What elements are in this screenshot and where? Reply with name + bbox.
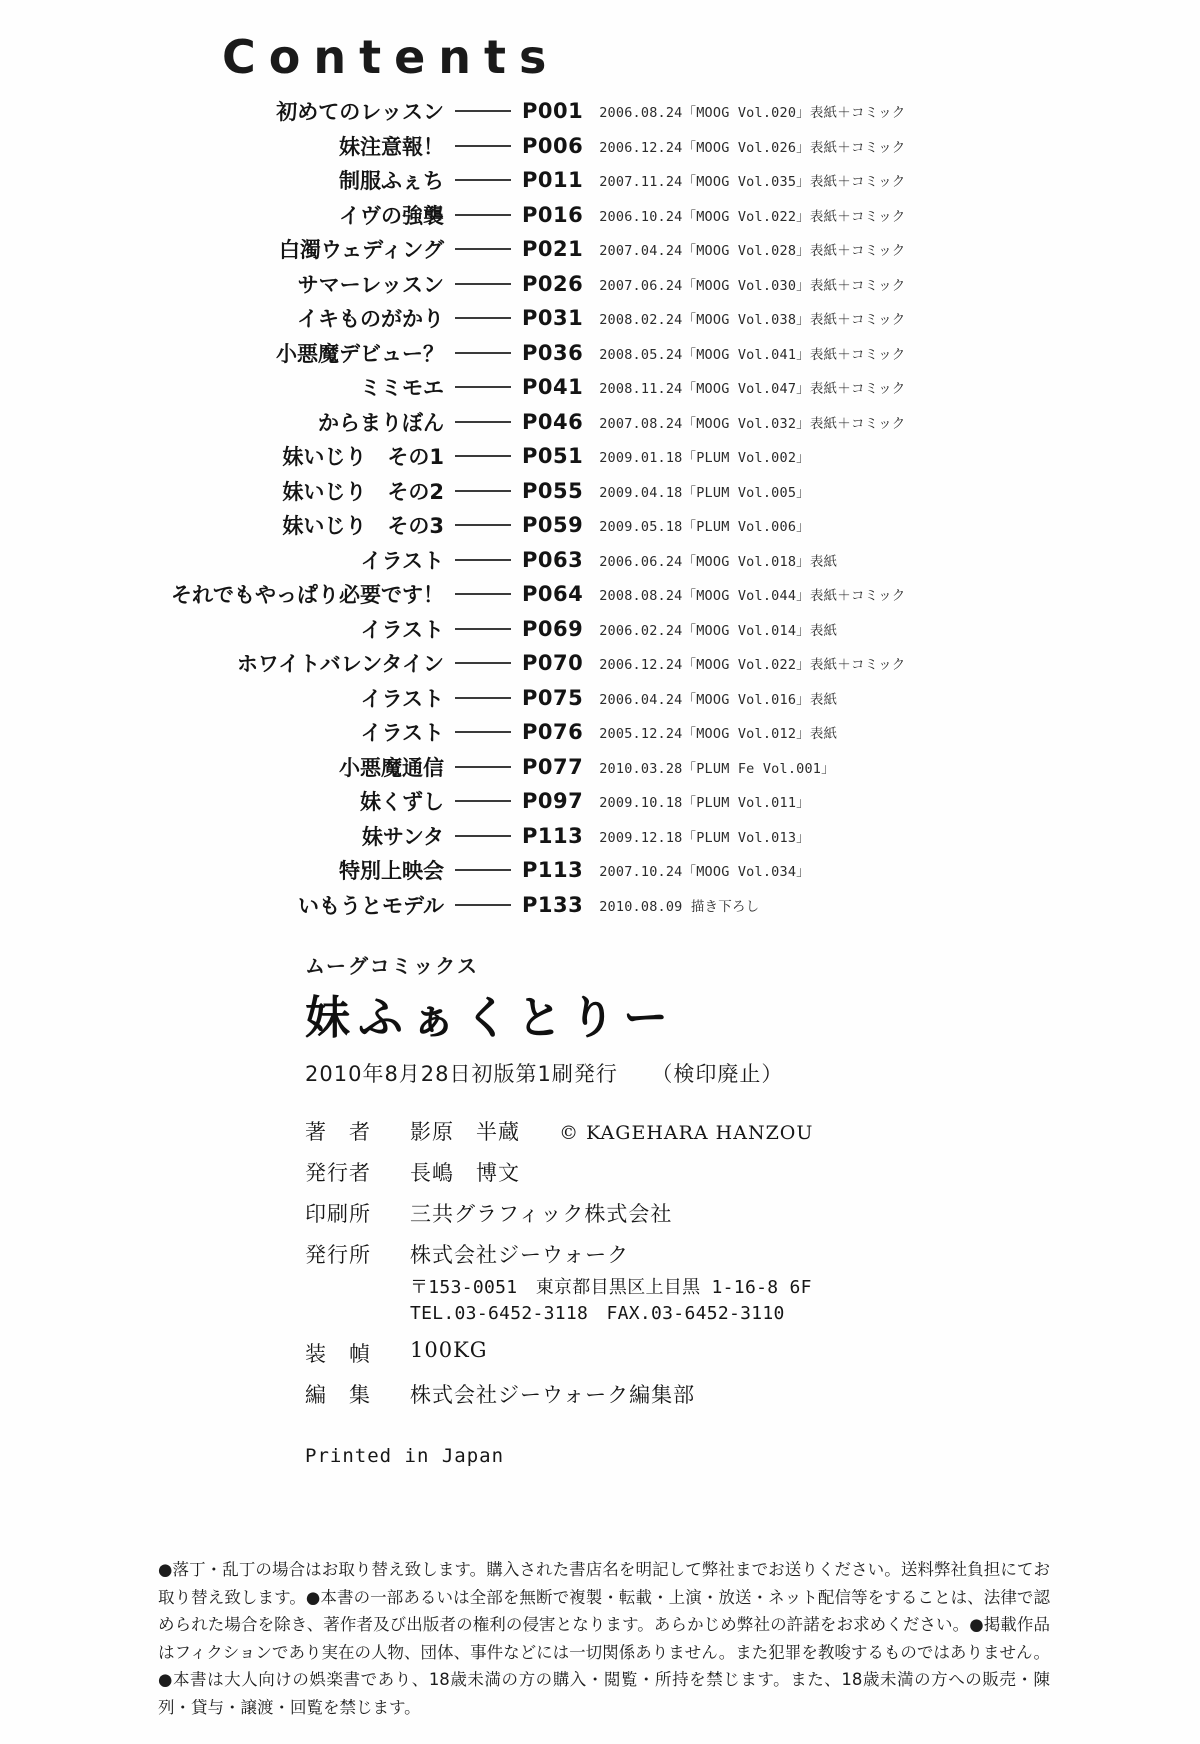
toc-entry-title: 妹くずし	[360, 790, 444, 815]
toc-entry-page-number: P076	[522, 720, 584, 745]
toc-row	[82, 508, 1082, 543]
toc-row	[82, 888, 1082, 923]
colophon-row-value: 三共グラフィック株式会社	[410, 1202, 673, 1226]
toc-entry-title: イラスト	[360, 617, 444, 642]
toc-entry-source-note: 2008.08.24「MOOG Vol.044」表紙＋コミック	[599, 588, 906, 605]
toc-row	[82, 577, 1082, 612]
toc-row	[82, 267, 1082, 302]
toc-entry-title: 妹いじり その2	[282, 479, 444, 504]
toc-row	[82, 750, 1082, 785]
toc-entry-source-note: 2010.03.28「PLUM Fe Vol.001」	[599, 760, 835, 777]
toc-entry-page-number: P059	[522, 513, 584, 538]
toc-entry-source-note: 2009.10.18「PLUM Vol.011」	[599, 795, 810, 812]
toc-row	[82, 543, 1082, 578]
edition-line: 2010年8月28日初版第1刷発行 （検印廃止）	[305, 1062, 784, 1086]
toc-row	[82, 612, 1082, 647]
toc-entry-source-note: 2006.12.24「MOOG Vol.022」表紙＋コミック	[599, 657, 906, 674]
toc-entry-page-number: P016	[522, 202, 584, 227]
toc-entry-source-note: 2007.08.24「MOOG Vol.032」表紙＋コミック	[599, 415, 906, 432]
colophon-row	[305, 1198, 1065, 1228]
toc-entry-page-number: P021	[522, 237, 584, 262]
toc-dash-rule	[455, 490, 511, 492]
toc-entry-title: 妹いじり その1	[282, 445, 444, 470]
toc-dash-rule	[455, 145, 511, 147]
colophon-row	[305, 1157, 1065, 1187]
toc-entry-page-number: P041	[522, 375, 584, 400]
toc-entry-page-number: P006	[522, 133, 584, 158]
toc-row	[82, 474, 1082, 509]
table-of-contents	[82, 94, 1082, 922]
toc-entry-page-number: P011	[522, 168, 584, 193]
toc-entry-source-note: 2007.06.24「MOOG Vol.030」表紙＋コミック	[599, 277, 906, 294]
legal-disclaimer: ●落丁・乱丁の場合はお取り替え致します。購入された書店名を明記して弊社までお送りください。送料弊社負担にてお取り替え致します。●本書の一部あるいは全部を無断で複製・転載・上演・放送・ネット配信等をすることは、法律で認められた場合を除き、著作者及び出版者の権利の侵害となります。あらかじめ弊社の許諾をお求めください。●掲載作品はフィクションであり実在の人物、団体、事件などには一切関係ありません。また犯罪を教唆するものではありません。●本書は大人向けの娯楽書であり、18歳未満の方の購入・閲覧・所持を禁じます。また、18歳未満の方への販売・陳列・貸与・譲渡・回覧を禁じます。	[158, 1560, 1050, 1717]
toc-dash-rule	[455, 697, 511, 699]
toc-entry-page-number: P036	[522, 340, 584, 365]
book-title: 妹ふぁくとりー	[305, 991, 677, 1044]
colophon-row-label: 発行所	[305, 1243, 371, 1267]
toc-row	[82, 163, 1082, 198]
toc-entry-page-number: P133	[522, 892, 584, 917]
colophon-row	[305, 1379, 1065, 1409]
toc-dash-rule	[455, 800, 511, 802]
toc-row	[82, 301, 1082, 336]
toc-row	[82, 129, 1082, 164]
toc-row	[82, 370, 1082, 405]
colophon-row-value: 株式会社ジーウォーク編集部	[410, 1383, 696, 1407]
toc-entry-title: からまりぼん	[318, 410, 444, 435]
toc-entry-page-number: P075	[522, 685, 584, 710]
toc-dash-rule	[455, 559, 511, 561]
colophon-rows	[305, 1116, 1065, 1409]
toc-entry-page-number: P055	[522, 478, 584, 503]
toc-dash-rule	[455, 283, 511, 285]
colophon-block	[305, 950, 1065, 1467]
colophon-row-label: 編 集	[305, 1383, 371, 1407]
toc-row	[82, 853, 1082, 888]
toc-entry-title: 妹注意報！	[339, 134, 444, 159]
colophon-row-label: 発行者	[305, 1161, 371, 1185]
toc-dash-rule	[455, 524, 511, 526]
toc-row	[82, 198, 1082, 233]
toc-entry-page-number: P113	[522, 858, 584, 883]
toc-entry-title: イラスト	[360, 686, 444, 711]
toc-entry-page-number: P097	[522, 789, 584, 814]
toc-entry-source-note: 2006.10.24「MOOG Vol.022」表紙＋コミック	[599, 208, 906, 225]
toc-entry-page-number: P031	[522, 306, 584, 331]
toc-row	[82, 681, 1082, 716]
toc-entry-source-note: 2006.06.24「MOOG Vol.018」表紙	[599, 553, 838, 570]
imprint-label: ムーグコミックス	[305, 954, 479, 978]
colophon-row-value: 影原 半蔵	[410, 1120, 520, 1144]
toc-entry-title: イラスト	[360, 721, 444, 746]
toc-entry-source-note: 2006.04.24「MOOG Vol.016」表紙	[599, 691, 838, 708]
toc-entry-title: イラスト	[360, 548, 444, 573]
colophon-row-value: 100KG	[410, 1338, 488, 1362]
toc-entry-title: サマーレッスン	[297, 272, 444, 297]
toc-entry-page-number: P063	[522, 547, 584, 572]
toc-entry-title: 制服ふぇち	[339, 169, 444, 194]
toc-row	[82, 646, 1082, 681]
toc-entry-page-number: P001	[522, 99, 584, 124]
toc-dash-rule	[455, 662, 511, 664]
toc-entry-title: 妹いじり その3	[282, 514, 444, 539]
toc-dash-rule	[455, 835, 511, 837]
toc-dash-rule	[455, 179, 511, 181]
toc-dash-rule	[455, 593, 511, 595]
printed-in-japan: Printed in Japan	[305, 1445, 505, 1467]
colophon-row	[305, 1116, 1065, 1146]
contents-heading: Contents	[222, 30, 560, 84]
toc-dash-rule	[455, 421, 511, 423]
colophon-row-label: 印刷所	[305, 1202, 371, 1226]
toc-row	[82, 819, 1082, 854]
colophon-row-label: 装 幀	[305, 1342, 371, 1366]
colophon-row-label: 著 者	[305, 1120, 371, 1144]
toc-dash-rule	[455, 904, 511, 906]
toc-dash-rule	[455, 386, 511, 388]
toc-entry-source-note: 2009.12.18「PLUM Vol.013」	[599, 829, 810, 846]
toc-entry-page-number: P069	[522, 616, 584, 641]
toc-entry-source-note: 2010.08.09 描き下ろし	[599, 898, 760, 915]
toc-entry-source-note: 2007.10.24「MOOG Vol.034」	[599, 864, 810, 881]
toc-row	[82, 232, 1082, 267]
toc-entry-source-note: 2007.11.24「MOOG Vol.035」表紙＋コミック	[599, 174, 906, 191]
toc-entry-page-number: P051	[522, 444, 584, 469]
toc-row	[82, 784, 1082, 819]
toc-entry-title: イヴの強襲	[339, 203, 444, 228]
toc-entry-title: ホワイトバレンタイン	[236, 652, 444, 677]
colophon-row-copyright: © KAGEHARA HANZOU	[559, 1122, 814, 1144]
toc-entry-page-number: P026	[522, 271, 584, 296]
toc-entry-source-note: 2005.12.24「MOOG Vol.012」表紙	[599, 726, 838, 743]
toc-entry-title: イキものがかり	[297, 307, 444, 332]
toc-dash-rule	[455, 248, 511, 250]
toc-entry-source-note: 2006.02.24「MOOG Vol.014」表紙	[599, 622, 838, 639]
toc-entry-title: それでもやっぱり必要です！	[171, 583, 444, 608]
toc-entry-page-number: P046	[522, 409, 584, 434]
toc-entry-page-number: P064	[522, 582, 584, 607]
toc-entry-page-number: P070	[522, 651, 584, 676]
toc-dash-rule	[455, 731, 511, 733]
toc-entry-source-note: 2006.08.24「MOOG Vol.020」表紙＋コミック	[599, 105, 906, 122]
colophon-row-address: 〒153-0051 東京都目黒区上目黒 1-16-8 6F TEL.03-6452-3118 FAX.03-6452-3110	[410, 1277, 812, 1324]
toc-entry-source-note: 2007.04.24「MOOG Vol.028」表紙＋コミック	[599, 243, 906, 260]
toc-entry-title: 妹サンタ	[361, 824, 444, 849]
colophon-row-value: 株式会社ジーウォーク	[410, 1243, 630, 1267]
toc-entry-source-note: 2009.04.18「PLUM Vol.005」	[599, 484, 810, 501]
toc-entry-source-note: 2008.02.24「MOOG Vol.038」表紙＋コミック	[599, 312, 906, 329]
colophon-row	[305, 1239, 1065, 1327]
toc-row	[82, 405, 1082, 440]
toc-entry-title: 小悪魔通信	[339, 755, 444, 780]
toc-entry-source-note: 2008.11.24「MOOG Vol.047」表紙＋コミック	[599, 381, 906, 398]
toc-dash-rule	[455, 455, 511, 457]
toc-entry-title: 初めてのレッスン	[276, 100, 444, 125]
toc-dash-rule	[455, 110, 511, 112]
toc-row	[82, 715, 1082, 750]
toc-entry-source-note: 2009.05.18「PLUM Vol.006」	[599, 519, 810, 536]
toc-entry-source-note: 2006.12.24「MOOG Vol.026」表紙＋コミック	[599, 139, 906, 156]
toc-entry-title: 特別上映会	[339, 859, 444, 884]
toc-row	[82, 336, 1082, 371]
toc-row	[82, 439, 1082, 474]
toc-entry-source-note: 2008.05.24「MOOG Vol.041」表紙＋コミック	[599, 346, 906, 363]
toc-entry-title: 白濁ウェディング	[278, 238, 444, 263]
toc-entry-title: 小悪魔デビュー？	[276, 341, 444, 366]
toc-entry-page-number: P077	[522, 754, 584, 779]
toc-entry-source-note: 2009.01.18「PLUM Vol.002」	[599, 450, 810, 467]
toc-dash-rule	[455, 317, 511, 319]
toc-dash-rule	[455, 869, 511, 871]
toc-dash-rule	[455, 214, 511, 216]
colophon-row	[305, 1338, 1065, 1368]
toc-dash-rule	[455, 766, 511, 768]
toc-dash-rule	[455, 628, 511, 630]
toc-dash-rule	[455, 352, 511, 354]
toc-entry-title: ミミモエ	[360, 376, 444, 401]
toc-entry-page-number: P113	[522, 823, 584, 848]
colophon-row-value: 長嶋 博文	[410, 1161, 520, 1185]
toc-entry-title: いもうとモデル	[298, 893, 444, 918]
toc-row	[82, 94, 1082, 129]
